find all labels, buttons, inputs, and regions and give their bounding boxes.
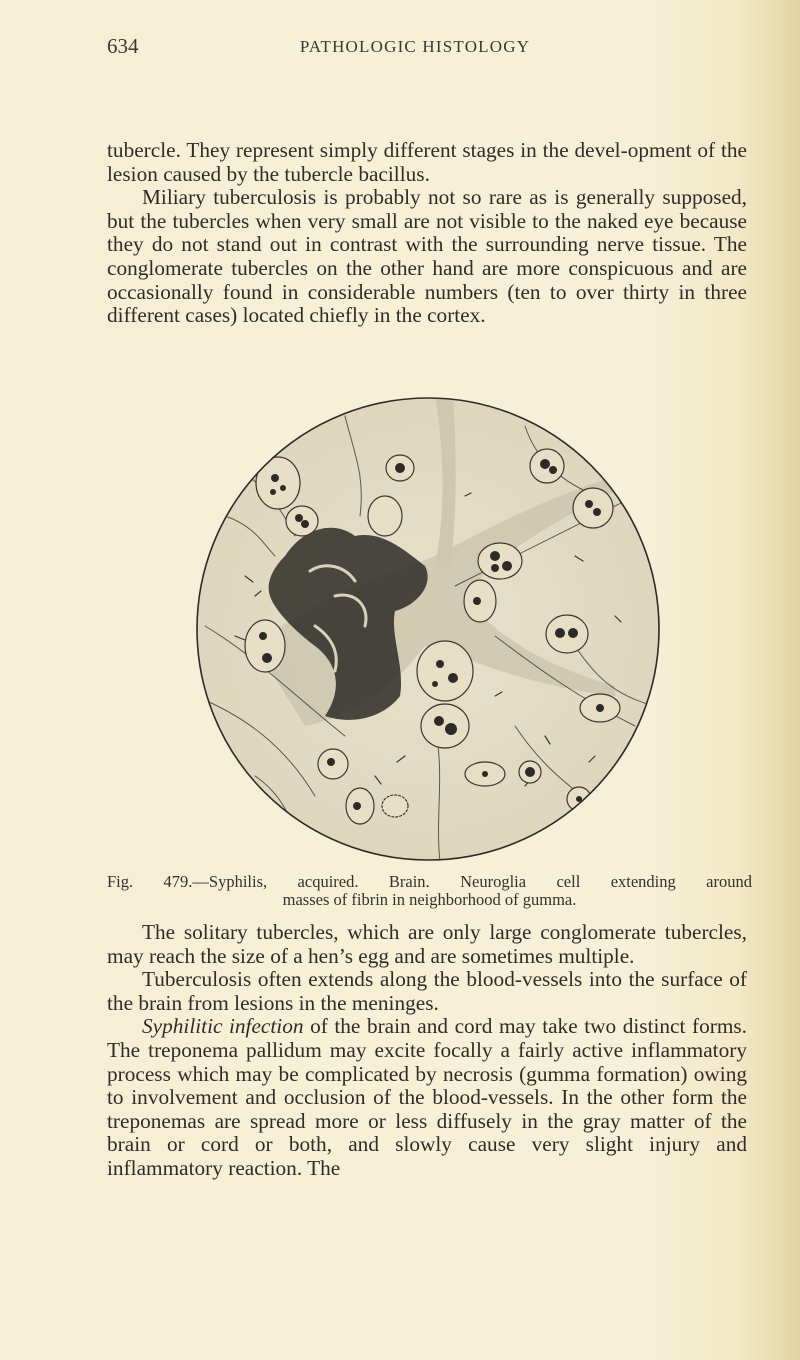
- text-block-bottom: [107, 921, 747, 1181]
- microscope-field-illustration: [195, 396, 661, 862]
- figure-caption: [107, 873, 752, 909]
- page-number: 634: [107, 34, 139, 58]
- text-block-top: [107, 139, 747, 328]
- paragraph: [107, 1015, 747, 1180]
- paragraph: The solitary tubercles, which are only large conglomerate tubercles, may reach the size of a hen’s egg and are sometimes multiple.: [107, 920, 747, 968]
- running-head: PATHOLOGIC HISTOLOGY: [299, 37, 531, 56]
- paragraph: Tuberculosis often extends along the blood-vessels into the surface of the brain from lesions in the meninges.: [107, 967, 747, 1015]
- caption-line-2: masses of fibrin in neighborhood of gumma.: [282, 890, 577, 909]
- italic-term: Syphilitic infection: [142, 1014, 304, 1039]
- paragraph: Miliary tuberculosis is probably not so rare as is generally supposed, but the tubercles when very small are not visible to the naked eye because they do not stand out in contrast with the surrounding nerve tissue. The conglomerate tubercles on the other hand are more conspicuous and are occasionally found in considerable numbers (ten to over thirty in three different cases) located chiefly in the cortex.: [107, 185, 747, 328]
- paragraph-text: of the brain and cord may take two distinct forms. The treponema pallidum may excite focally a fairly active inflammatory process which may be complicated by necrosis (gumma formation) owing to involvement and occlusion of the blood-vessels. In the other form the treponemas are spread more or less diffusely in the gray matter of the brain or cord or both, and slowly cause very slight injury and inflammatory reaction. The: [107, 1014, 747, 1180]
- caption-line-1: Fig. 479.—Syphilis, acquired. Brain. Neuroglia cell extending around: [107, 872, 752, 891]
- paragraph: tubercle. They represent simply different stages in the devel-opment of the lesion caused by the tubercle bacillus.: [107, 138, 747, 186]
